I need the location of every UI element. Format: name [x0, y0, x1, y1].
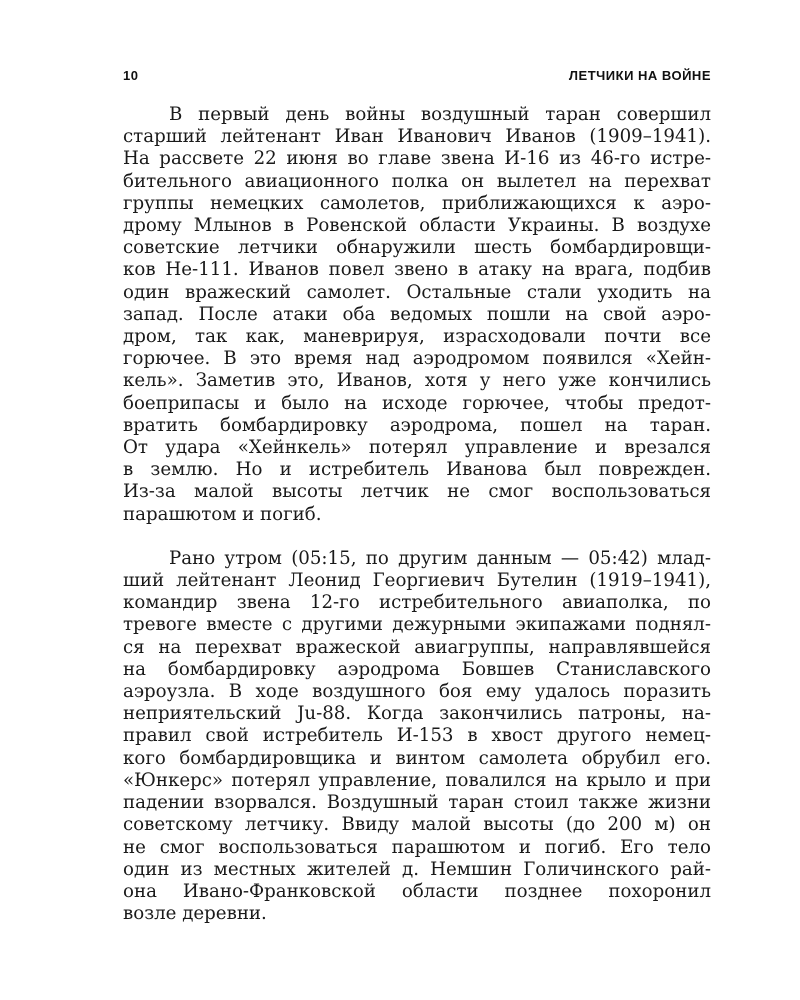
- text-line: она Ивано-Франковской области позднее похоронил: [123, 880, 711, 902]
- running-head: [123, 66, 711, 86]
- page-number: 10: [123, 68, 139, 83]
- paragraph-2: [123, 548, 711, 925]
- text-line: старший лейтенант Иван Иванович Иванов (1909–1941).: [123, 126, 711, 148]
- paragraph-gap: [123, 526, 711, 548]
- text-line: один вражеский самолет. Остальные стали уходить на: [123, 281, 711, 303]
- text-line: боеприпасы и было на исходе горючее, чтобы предот-: [123, 392, 711, 414]
- text-line: на бомбардировку аэродрома Бовшев Станиславского: [123, 658, 711, 680]
- text-line: возле деревни.: [123, 903, 267, 925]
- text-line: Из-за малой высоты летчик не смог воспользоваться: [123, 481, 711, 503]
- text-line: парашютом и погиб.: [123, 503, 322, 525]
- text-line: кель». Заметив это, Иванов, хотя у него уже кончились: [123, 370, 711, 392]
- text-line: От удара «Хейнкель» потерял управление и врезался: [123, 437, 711, 459]
- text-line: неприятельский Ju-88. Когда закончились патроны, на-: [123, 703, 711, 725]
- text-line: советскому летчику. Ввиду малой высоты (до 200 м) он: [123, 814, 711, 836]
- text-line: не смог воспользоваться парашютом и погиб. Его тело: [123, 836, 711, 858]
- text-line: бительного авиационного полка он вылетел на перехват: [123, 170, 711, 192]
- text-line: вратить бомбардировку аэродрома, пошел на таран.: [123, 414, 711, 436]
- text-line: аэроузла. В ходе воздушного боя ему удалось поразить: [123, 681, 711, 703]
- text-line: В первый день войны воздушный таран совершил: [169, 104, 711, 125]
- paragraph-1: [123, 104, 711, 526]
- text-line: горючее. В это время над аэродромом появился «Хейн-: [123, 348, 711, 370]
- text-line: ся на перехват вражеской авиагруппы, направлявшейся: [123, 636, 711, 658]
- text-line: «Юнкерс» потерял управление, повалился на крыло и при: [123, 769, 711, 791]
- running-title: ЛЕТЧИКИ НА ВОЙНЕ: [568, 68, 711, 83]
- body-text: [123, 104, 711, 925]
- text-line: командир звена 12-го истребительного авиаполка, по: [123, 592, 711, 614]
- text-line: правил свой истребитель И-153 в хвост другого немец-: [123, 725, 711, 747]
- text-line: дрому Млынов в Ровенской области Украины. В воздухе: [123, 215, 711, 237]
- text-line: запад. После атаки оба ведомых пошли на свой аэро-: [123, 303, 711, 325]
- text-line: тревоге вместе с другими дежурными экипажами поднял-: [123, 614, 711, 636]
- text-line: ков Не-111. Иванов повел звено в атаку на врага, подбив: [123, 259, 711, 281]
- text-line: ший лейтенант Леонид Георгиевич Бутелин (1919–1941),: [123, 570, 711, 592]
- text-line: кого бомбардировщика и винтом самолета обрубил его.: [123, 747, 711, 769]
- text-line: дром, так как, маневрируя, израсходовали почти все: [123, 326, 711, 348]
- text-line: группы немецких самолетов, приближающихся к аэро-: [123, 192, 711, 214]
- text-line: один из местных жителей д. Немшин Голичинского рай-: [123, 858, 711, 880]
- text-line: Рано утром (05:15, по другим данным — 05:42) млад-: [169, 547, 711, 569]
- text-line: падении взорвался. Воздушный таран стоил также жизни: [123, 792, 711, 814]
- text-line: На рассвете 22 июня во главе звена И-16 из 46-го истре-: [123, 148, 711, 170]
- text-line: в землю. Но и истребитель Иванова был поврежден.: [123, 459, 711, 481]
- text-line: советские летчики обнаружили шесть бомбардировщи-: [123, 237, 711, 259]
